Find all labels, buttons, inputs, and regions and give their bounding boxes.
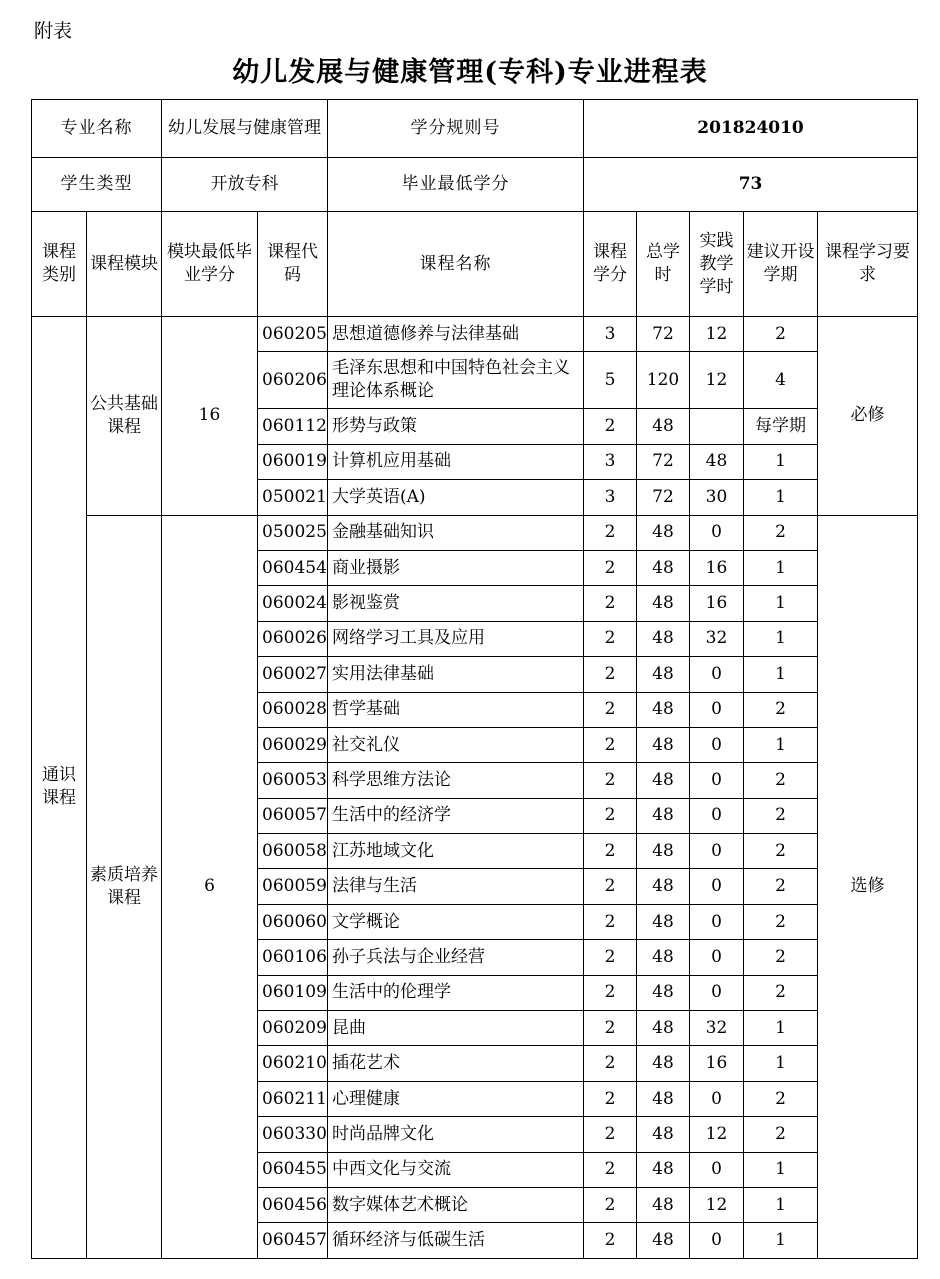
course-hours-cell: 48 [637, 409, 690, 444]
header-practice: 实践教学学时 [690, 212, 744, 317]
course-name-cell: 法律与生活 [328, 869, 584, 904]
course-code-cell: 060457 [258, 1223, 328, 1258]
course-hours-cell: 48 [637, 798, 690, 833]
course-semester-cell: 2 [744, 904, 818, 939]
header-hours: 总学时 [637, 212, 690, 317]
course-code-cell: 050025 [258, 515, 328, 550]
course-code-cell: 060330 [258, 1117, 328, 1152]
table-row [32, 317, 918, 352]
course-semester-cell: 2 [744, 869, 818, 904]
course-code-cell: 060112 [258, 409, 328, 444]
course-code-cell: 060060 [258, 904, 328, 939]
course-code-cell: 060057 [258, 798, 328, 833]
course-practice-cell: 0 [690, 834, 744, 869]
course-code-cell: 060053 [258, 763, 328, 798]
course-credit-cell: 2 [584, 621, 637, 656]
course-name-cell: 大学英语(A) [328, 480, 584, 515]
course-credit-cell: 5 [584, 352, 637, 409]
course-practice-cell: 0 [690, 904, 744, 939]
course-name-cell: 时尚品牌文化 [328, 1117, 584, 1152]
course-credit-cell: 3 [584, 317, 637, 352]
course-name-cell: 文学概论 [328, 904, 584, 939]
course-name-cell: 科学思维方法论 [328, 763, 584, 798]
course-name-cell: 哲学基础 [328, 692, 584, 727]
course-name-cell: 形势与政策 [328, 409, 584, 444]
course-code-cell: 060029 [258, 727, 328, 762]
course-code-cell: 060058 [258, 834, 328, 869]
module-min-credit-cell: 16 [162, 317, 258, 516]
course-practice-cell: 32 [690, 621, 744, 656]
course-practice-cell: 0 [690, 1223, 744, 1258]
course-hours-cell: 48 [637, 621, 690, 656]
course-credit-cell: 2 [584, 869, 637, 904]
course-semester-cell: 2 [744, 1117, 818, 1152]
course-name-cell: 循环经济与低碳生活 [328, 1223, 584, 1258]
course-hours-cell: 48 [637, 1187, 690, 1222]
course-name-cell: 实用法律基础 [328, 657, 584, 692]
course-hours-cell: 48 [637, 1223, 690, 1258]
course-semester-cell: 1 [744, 727, 818, 762]
course-name-cell: 心理健康 [328, 1081, 584, 1116]
course-semester-cell: 1 [744, 444, 818, 479]
course-practice-cell: 16 [690, 1046, 744, 1081]
course-practice-cell: 0 [690, 657, 744, 692]
course-credit-cell: 3 [584, 480, 637, 515]
course-hours-cell: 120 [637, 352, 690, 409]
course-semester-cell: 2 [744, 798, 818, 833]
course-hours-cell: 48 [637, 834, 690, 869]
course-code-cell: 060028 [258, 692, 328, 727]
course-credit-cell: 2 [584, 692, 637, 727]
course-credit-cell: 2 [584, 763, 637, 798]
course-hours-cell: 48 [637, 1152, 690, 1187]
appendix-label: 附表 [34, 20, 73, 42]
course-hours-cell: 48 [637, 763, 690, 798]
page-title: 幼儿发展与健康管理(专科)专业进程表 [232, 57, 708, 88]
course-hours-cell: 48 [637, 657, 690, 692]
student-type-label: 学生类型 [32, 158, 162, 212]
course-practice-cell: 12 [690, 317, 744, 352]
student-type-value: 开放专科 [162, 158, 328, 212]
course-hours-cell: 48 [637, 550, 690, 585]
course-name-cell: 影视鉴赏 [328, 586, 584, 621]
course-practice-cell: 30 [690, 480, 744, 515]
course-code-cell: 060109 [258, 975, 328, 1010]
course-credit-cell: 2 [584, 1187, 637, 1222]
course-hours-cell: 48 [637, 904, 690, 939]
course-code-cell: 060454 [258, 550, 328, 585]
course-practice-cell: 0 [690, 763, 744, 798]
course-hours-cell: 48 [637, 940, 690, 975]
course-semester-cell: 1 [744, 1011, 818, 1046]
course-credit-cell: 2 [584, 798, 637, 833]
course-practice-cell: 0 [690, 798, 744, 833]
course-credit-cell: 2 [584, 1081, 637, 1116]
course-practice-cell: 0 [690, 692, 744, 727]
course-name-cell: 社交礼仪 [328, 727, 584, 762]
course-semester-cell: 1 [744, 1187, 818, 1222]
course-credit-cell: 2 [584, 1223, 637, 1258]
course-name-cell: 商业摄影 [328, 550, 584, 585]
course-semester-cell: 1 [744, 1152, 818, 1187]
course-practice-cell: 0 [690, 1081, 744, 1116]
course-name-cell: 网络学习工具及应用 [328, 621, 584, 656]
course-name-cell: 孙子兵法与企业经营 [328, 940, 584, 975]
header-category: 课程类别 [32, 212, 87, 317]
course-hours-cell: 48 [637, 1046, 690, 1081]
min-credit-value: 73 [584, 158, 918, 212]
course-practice-cell: 32 [690, 1011, 744, 1046]
course-name-cell: 中西文化与交流 [328, 1152, 584, 1187]
course-hours-cell: 48 [637, 692, 690, 727]
course-semester-cell: 2 [744, 940, 818, 975]
course-code-cell: 060059 [258, 869, 328, 904]
course-name-cell: 计算机应用基础 [328, 444, 584, 479]
course-name-cell: 插花艺术 [328, 1046, 584, 1081]
course-semester-cell: 2 [744, 1081, 818, 1116]
category-cell: 通识课程 [32, 317, 87, 1259]
course-code-cell: 060206 [258, 352, 328, 409]
course-practice-cell: 0 [690, 940, 744, 975]
info-row-major [32, 100, 918, 158]
course-credit-cell: 2 [584, 550, 637, 585]
min-credit-label: 毕业最低学分 [328, 158, 584, 212]
course-name-cell: 生活中的经济学 [328, 798, 584, 833]
course-hours-cell: 48 [637, 586, 690, 621]
course-schedule-table [31, 99, 918, 1259]
header-semester: 建议开设学期 [744, 212, 818, 317]
course-name-cell: 生活中的伦理学 [328, 975, 584, 1010]
course-name-cell: 金融基础知识 [328, 515, 584, 550]
course-credit-cell: 2 [584, 409, 637, 444]
course-code-cell: 060456 [258, 1187, 328, 1222]
course-semester-cell: 1 [744, 621, 818, 656]
course-credit-cell: 2 [584, 727, 637, 762]
course-name-cell: 毛泽东思想和中国特色社会主义理论体系概论 [328, 352, 584, 409]
course-credit-cell: 2 [584, 1117, 637, 1152]
header-name: 课程名称 [328, 212, 584, 317]
course-code-cell: 050021 [258, 480, 328, 515]
header-credit: 课程学分 [584, 212, 637, 317]
course-name-cell: 江苏地域文化 [328, 834, 584, 869]
course-semester-cell: 2 [744, 975, 818, 1010]
course-hours-cell: 48 [637, 869, 690, 904]
course-practice-cell: 12 [690, 352, 744, 409]
course-semester-cell: 2 [744, 692, 818, 727]
header-code: 课程代码 [258, 212, 328, 317]
course-practice-cell: 0 [690, 869, 744, 904]
course-semester-cell: 2 [744, 317, 818, 352]
rule-label: 学分规则号 [328, 100, 584, 158]
course-practice-cell: 12 [690, 1117, 744, 1152]
course-code-cell: 060205 [258, 317, 328, 352]
course-credit-cell: 2 [584, 1046, 637, 1081]
course-hours-cell: 48 [637, 1011, 690, 1046]
course-name-cell: 思想道德修养与法律基础 [328, 317, 584, 352]
column-header-row [32, 212, 918, 317]
course-semester-cell: 1 [744, 480, 818, 515]
course-semester-cell: 2 [744, 763, 818, 798]
course-practice-cell [690, 409, 744, 444]
header-module-min: 模块最低毕业学分 [162, 212, 258, 317]
course-hours-cell: 72 [637, 444, 690, 479]
course-credit-cell: 2 [584, 834, 637, 869]
course-semester-cell: 每学期 [744, 409, 818, 444]
course-code-cell: 060210 [258, 1046, 328, 1081]
info-row-type [32, 158, 918, 212]
course-semester-cell: 4 [744, 352, 818, 409]
course-code-cell: 060211 [258, 1081, 328, 1116]
course-name-cell: 数字媒体艺术概论 [328, 1187, 584, 1222]
course-code-cell: 060209 [258, 1011, 328, 1046]
course-semester-cell: 1 [744, 1046, 818, 1081]
course-hours-cell: 48 [637, 727, 690, 762]
course-semester-cell: 1 [744, 550, 818, 585]
module-name-cell: 公共基础课程 [87, 317, 162, 516]
course-hours-cell: 72 [637, 480, 690, 515]
requirement-cell: 选修 [818, 515, 918, 1258]
course-hours-cell: 72 [637, 317, 690, 352]
course-credit-cell: 2 [584, 940, 637, 975]
course-semester-cell: 1 [744, 586, 818, 621]
header-requirement: 课程学习要求 [818, 212, 918, 317]
course-credit-cell: 2 [584, 1152, 637, 1187]
course-hours-cell: 48 [637, 975, 690, 1010]
course-practice-cell: 16 [690, 550, 744, 585]
course-credit-cell: 2 [584, 904, 637, 939]
major-value: 幼儿发展与健康管理 [162, 100, 328, 158]
requirement-cell: 必修 [818, 317, 918, 516]
module-name-cell: 素质培养课程 [87, 515, 162, 1258]
course-code-cell: 060024 [258, 586, 328, 621]
course-practice-cell: 0 [690, 515, 744, 550]
course-credit-cell: 2 [584, 586, 637, 621]
course-practice-cell: 48 [690, 444, 744, 479]
course-code-cell: 060019 [258, 444, 328, 479]
course-credit-cell: 2 [584, 1011, 637, 1046]
major-label: 专业名称 [32, 100, 162, 158]
course-practice-cell: 16 [690, 586, 744, 621]
table-row [32, 515, 918, 550]
course-practice-cell: 0 [690, 727, 744, 762]
course-code-cell: 060106 [258, 940, 328, 975]
course-semester-cell: 1 [744, 1223, 818, 1258]
course-code-cell: 060026 [258, 621, 328, 656]
course-hours-cell: 48 [637, 1117, 690, 1152]
course-credit-cell: 3 [584, 444, 637, 479]
header-module: 课程模块 [87, 212, 162, 317]
course-semester-cell: 2 [744, 834, 818, 869]
course-credit-cell: 2 [584, 657, 637, 692]
course-name-cell: 昆曲 [328, 1011, 584, 1046]
course-practice-cell: 12 [690, 1187, 744, 1222]
course-hours-cell: 48 [637, 515, 690, 550]
course-code-cell: 060027 [258, 657, 328, 692]
course-semester-cell: 1 [744, 657, 818, 692]
rule-value: 201824010 [584, 100, 918, 158]
course-credit-cell: 2 [584, 975, 637, 1010]
course-code-cell: 060455 [258, 1152, 328, 1187]
module-min-credit-cell: 6 [162, 515, 258, 1258]
course-semester-cell: 2 [744, 515, 818, 550]
course-hours-cell: 48 [637, 1081, 690, 1116]
course-practice-cell: 0 [690, 1152, 744, 1187]
course-credit-cell: 2 [584, 515, 637, 550]
course-practice-cell: 0 [690, 975, 744, 1010]
